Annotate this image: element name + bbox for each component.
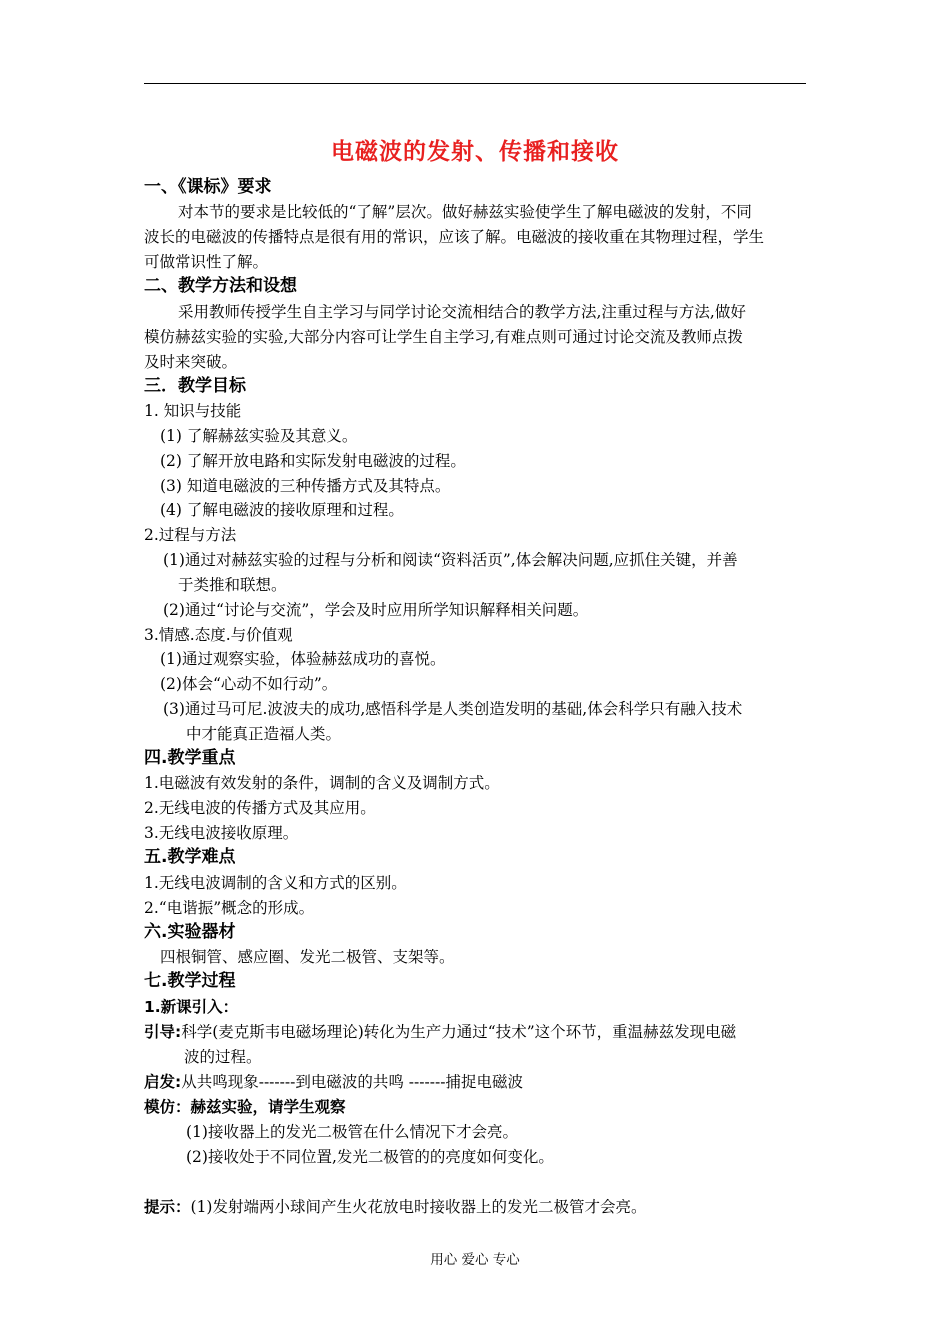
objective-item: (3)通过马可尼.波波夫的成功,感悟科学是人类创造发明的基础,体会科学只有融入技术 <box>163 700 743 718</box>
hint-line <box>144 1196 646 1218</box>
guide-text-cont: 波的过程。 <box>184 1048 262 1066</box>
hint-text: (1)发射端两小球间产生火花放电时接收器上的发光二极管才会亮。 <box>190 1198 647 1216</box>
objective-item: (3) 知道电磁波的三种传播方式及其特点。 <box>160 477 451 495</box>
inspire-label: 启发: <box>144 1073 182 1091</box>
question-item: (1)接收器上的发光二极管在什么情况下才会亮。 <box>186 1123 518 1141</box>
objective-group: 3.情感.态度.与价值观 <box>144 626 293 644</box>
objective-item-cont: 于类推和联想。 <box>178 576 287 594</box>
objective-item: (1)通过对赫兹实验的过程与分析和阅读“资料活页”,体会解决问题,应抓住关键，并善 <box>163 551 738 569</box>
imitate-line <box>144 1096 346 1118</box>
section-heading-equipment: 六.实验器材 <box>144 922 236 942</box>
paragraph-line: 对本节的要求是比较低的“了解”层次。做好赫兹实验使学生了解电磁波的发射，不同 <box>178 203 752 221</box>
objective-item: (1) 了解赫兹实验及其意义。 <box>160 427 358 445</box>
paragraph-line: 可做常识性了解。 <box>144 253 269 271</box>
section-heading-key-points: 四.教学重点 <box>144 748 236 768</box>
objective-group: 1. 知识与技能 <box>144 402 242 420</box>
guide-line <box>144 1021 736 1043</box>
list-item: 2.无线电波的传播方式及其应用。 <box>144 799 376 817</box>
inspire-text: 从共鸣现象-------到电磁波的共鸣 -------捕捉电磁波 <box>181 1073 523 1091</box>
list-item: 3.无线电波接收原理。 <box>144 824 299 842</box>
paragraph-line: 模仿赫兹实验的实验,大部分内容可让学生自主学习,有难点则可通过讨论交流及教师点拨 <box>144 328 743 346</box>
subheading-intro: 1.新课引入： <box>144 998 239 1016</box>
page-title: 电磁波的发射、传播和接收 <box>331 139 619 165</box>
list-item: 1.电磁波有效发射的条件，调制的含义及调制方式。 <box>144 774 500 792</box>
objective-item-cont: 中才能真正造福人类。 <box>186 725 342 743</box>
section-heading-methods: 二、教学方法和设想 <box>144 276 297 296</box>
objective-item: (2)体会“心动不如行动”。 <box>160 675 338 693</box>
objective-item: (2) 了解开放电路和实际发射电磁波的过程。 <box>160 452 466 470</box>
imitate-label: 模仿： <box>144 1098 191 1116</box>
section-heading-process: 七.教学过程 <box>144 971 236 991</box>
objective-group: 2.过程与方法 <box>144 526 237 544</box>
imitate-text: 赫兹实验，请学生观察 <box>190 1098 346 1116</box>
page-footer: 用心 爱心 专心 <box>430 1252 520 1268</box>
list-item: 2.“电谐振”概念的形成。 <box>144 899 315 917</box>
section-heading-standards: 一、《课标》要求 <box>144 177 272 197</box>
inspire-line <box>144 1071 523 1093</box>
guide-label: 引导: <box>144 1023 182 1041</box>
objective-item: (4) 了解电磁波的接收原理和过程。 <box>160 501 404 519</box>
paragraph-line: 四根铜管、感应圈、发光二极管、支架等。 <box>160 948 455 966</box>
section-heading-objectives: 三．教学目标 <box>144 376 246 396</box>
objective-item: (2)通过“讨论与交流”，学会及时应用所学知识解释相关问题。 <box>163 601 589 619</box>
paragraph-line: 及时来突破。 <box>144 353 238 371</box>
objective-item: (1)通过观察实验，体验赫兹成功的喜悦。 <box>160 650 446 668</box>
question-item: (2)接收处于不同位置,发光二极管的的亮度如何变化。 <box>186 1148 554 1166</box>
header-rule <box>144 83 806 84</box>
guide-text: 科学(麦克斯韦电磁场理论)转化为生产力通过“技术”这个环节，重温赫兹发现电磁 <box>181 1023 737 1041</box>
hint-label: 提示： <box>144 1198 191 1216</box>
list-item: 1.无线电波调制的含义和方式的区别。 <box>144 874 407 892</box>
paragraph-line: 采用教师传授学生自主学习与同学讨论交流相结合的教学方法,注重过程与方法,做好 <box>178 303 746 321</box>
section-heading-difficulties: 五.教学难点 <box>144 847 236 867</box>
paragraph-line: 波长的电磁波的传播特点是很有用的常识，应该了解。电磁波的接收重在其物理过程，学生 <box>144 228 765 246</box>
